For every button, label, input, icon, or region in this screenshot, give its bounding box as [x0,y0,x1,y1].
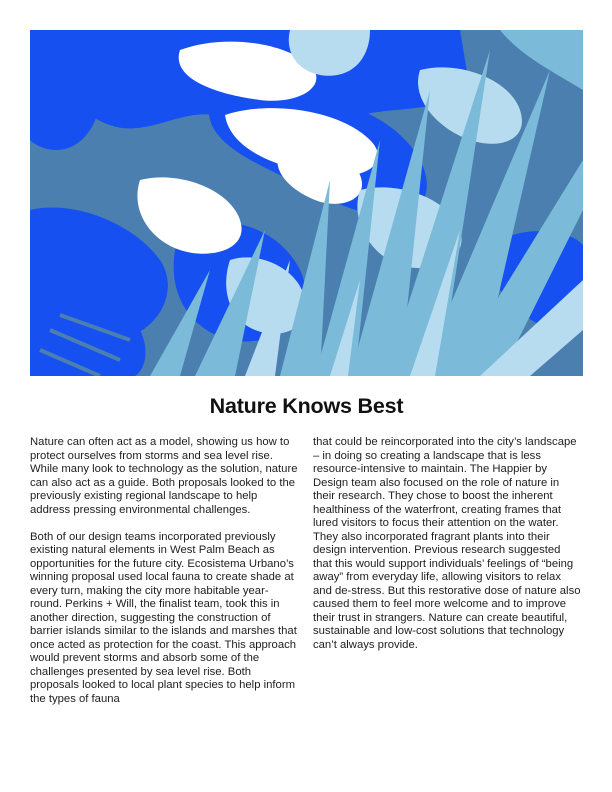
hero-illustration [30,30,583,376]
paragraph: Nature can often act as a model, showing us how to protect ourselves from storms and sea level rise. While many look to technology as the solution, nature can also act as a guide. Both proposals looked to the previously existing regional landscape to help address pressing environmental challenges. [30,436,298,516]
tropical-leaves-artwork [30,30,583,376]
article-right-column [313,436,581,666]
paragraph: that could be reincorporated into the city’s landscape – in doing so creating a landscape that is less resource-intensive to maintain. The Happier by Design team also focused on the role of nature in their research. They chose to boost the inherent healthiness of the waterfront, creating frames that lured visitors to focus their attention on the water. They also incorporated fragrant plants into their design intervention. Previous research suggested that this would support individuals’ feelings of “being away” from everyday life, allowing visitors to relax and de-stress. But this restorative dose of nature also caused them to feel more welcome and to improve their trust in strangers. Nature can create beautiful, sustainable and low-cost solutions that technology can’t always provide. [313,436,581,651]
article-title: Nature Knows Best [209,394,404,418]
paragraph: Both of our design teams incorporated previously existing natural elements in West Palm Beach as opportunities for the future city. Ecosistema Urbano’s winning proposal used local fauna to create shade at every turn, making the city more habitable year-round. Perkins + Will, the finalist team, took this in another direction, suggesting the construction of barrier islands similar to the islands and marshes that once acted as protection for the coast. This approach would prevent storms and absorb some of the challenges presented by sea level rise. Both proposals looked to local plant species to help inform the types of fauna [30,530,297,705]
article-left-column [30,436,298,720]
